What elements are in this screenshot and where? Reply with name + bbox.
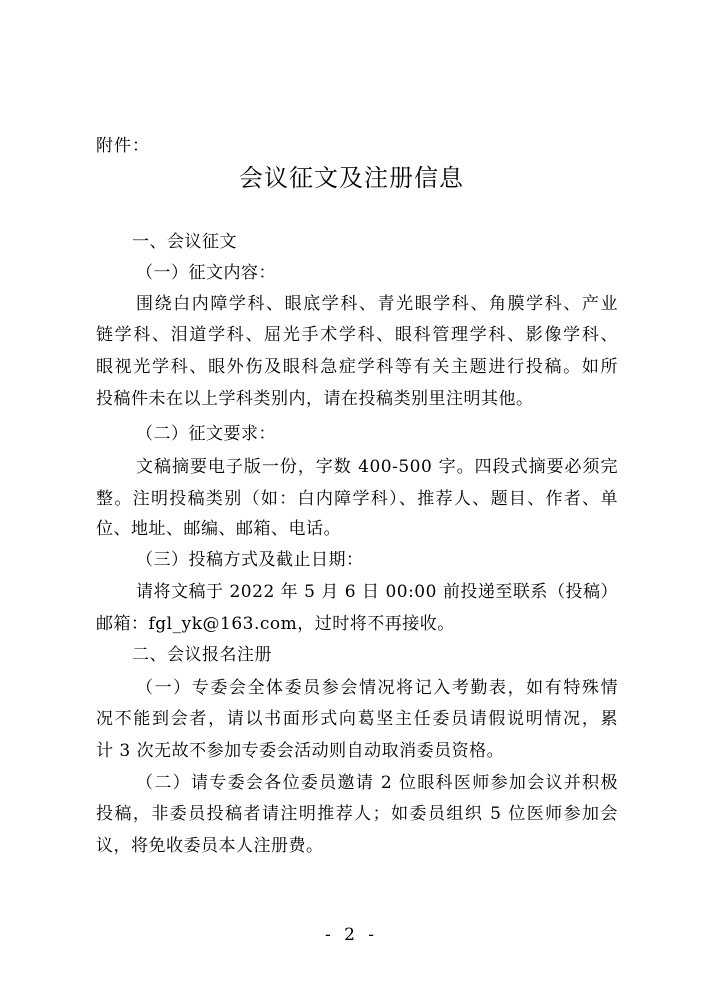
paragraph-line: 请将文稿于 2022 年 5 月 6 日 00:00 前投递至联系（投稿） xyxy=(136,582,618,602)
paragraph-line: 投稿件未在以上学科类别内，请在投稿类别里注明其他。 xyxy=(96,389,534,409)
paragraph-line: （一）专委会全体委员参会情况将记入考勤表，如有特殊情 xyxy=(136,678,618,698)
paragraph-line: 议，将免收委员本人注册费。 xyxy=(96,836,324,856)
document-title: 会议征文及注册信息 xyxy=(239,164,464,192)
section-heading-2: 二、会议报名注册 xyxy=(132,645,272,665)
section-heading-1: 一、会议征文 xyxy=(132,232,237,252)
paragraph-line: 邮箱：fgl_yk@163.com，过时将不再接收。 xyxy=(96,614,455,634)
paragraph-line: 整。注明投稿类别（如：白内障学科）、推荐人、题目、作者、单 xyxy=(96,489,618,509)
paragraph-line: 况不能到会者，请以书面形式向葛坚主任委员请假说明情况，累 xyxy=(96,709,618,729)
page-number: - 2 - xyxy=(324,925,379,945)
paragraph-line: 计 3 次无故不参加专委会活动则自动取消委员资格。 xyxy=(96,741,505,761)
paragraph-line: 眼视光学科、眼外伤及眼科急症学科等有关主题进行投稿。如所 xyxy=(96,357,618,377)
subsection-heading-1-1: （一）征文内容： xyxy=(136,263,276,283)
subsection-heading-1-3: （三）投稿方式及截止日期： xyxy=(136,550,364,570)
paragraph-line: 围绕白内障学科、眼底学科、青光眼学科、角膜学科、产业 xyxy=(136,294,618,314)
paragraph-line: 链学科、泪道学科、屈光手术学科、眼科管理学科、影像学科、 xyxy=(96,325,618,345)
paragraph-line: 文稿摘要电子版一份，字数 400-500 字。四段式摘要必须完 xyxy=(136,457,618,477)
paragraph-line: 投稿，非委员投稿者请注明推荐人；如委员组织 5 位医师参加会 xyxy=(96,804,618,824)
subsection-heading-1-2: （二）征文要求： xyxy=(136,424,276,444)
paragraph-line: 位、地址、邮编、邮箱、电话。 xyxy=(96,519,341,539)
paragraph-line: （二）请专委会各位委员邀请 2 位眼科医师参加会议并积极 xyxy=(136,773,618,793)
attachment-label: 附件： xyxy=(96,136,150,156)
